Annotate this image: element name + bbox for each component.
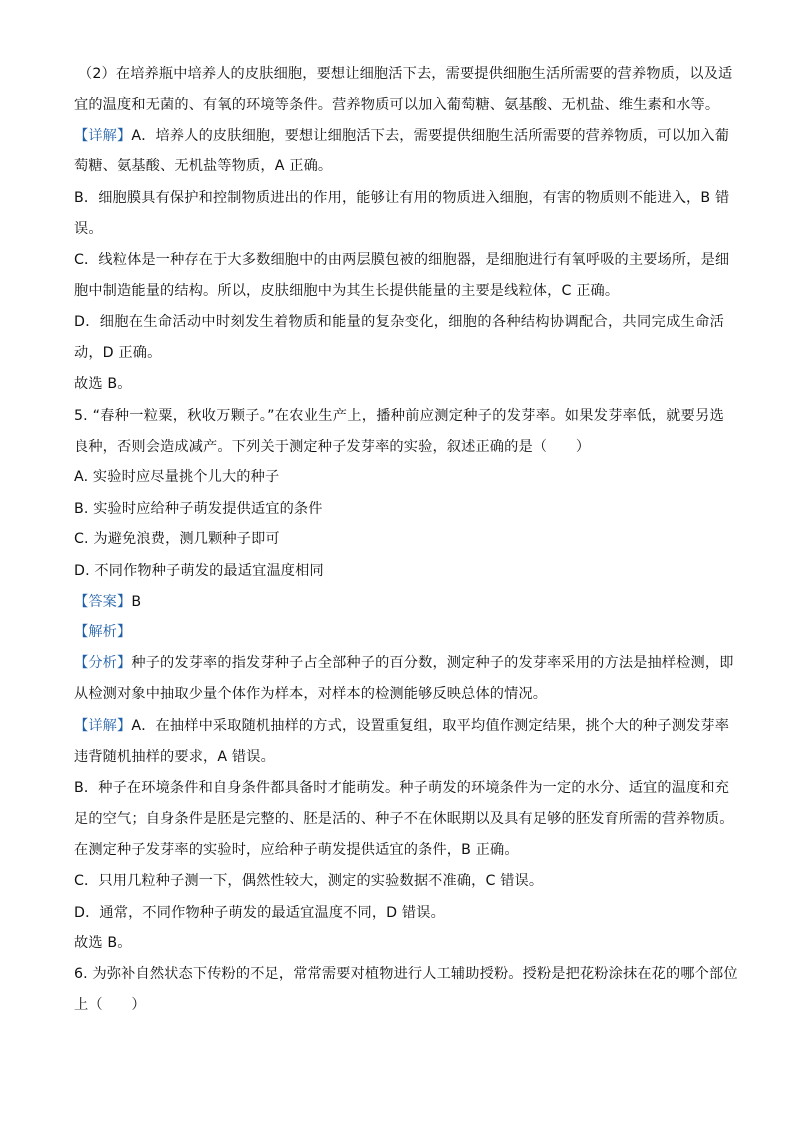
text-line [74,374,724,394]
text-line [74,778,730,798]
section-tag: 【解析】 [74,624,132,640]
text-line [74,343,724,363]
line-text: 从检测对象中抽取少量个体作为样本，对样本的检测能够反映总体的情况。 [74,686,548,702]
line-text: 故选 B。 [74,376,132,392]
line-text: 上（ ） [74,997,146,1013]
text-line [74,933,724,953]
line-text: （2）在培养瓶中培养人的皮肤细胞，要想让细胞活下去，需要提供细胞生活所需要的营养物质，以及适 [78,66,733,82]
line-text: D．通常，不同作物种子萌发的最适宜温度不同，D 错误。 [74,905,445,921]
line-text: 5. “春种一粒粟，秋收万颗子。”在农业生产上，播种前应测定种子的发芽率。如果发芽率低，就要另选 [74,408,724,424]
line-text: A．培养人的皮肤细胞，要想让细胞活下去，需要提供细胞生活所需要的营养物质，可以加入葡 [131,128,730,144]
text-line [74,467,724,487]
line-text: 在测定种子发芽率的实验时，应给种子萌发提供适宜的条件，B 正确。 [74,842,519,858]
line-text: 种子的发芽率的指发芽种子占全部种子的百分数，测定种子的发芽率采用的方法是抽样检测，即 [131,655,734,671]
text-line [78,64,733,84]
line-text: 宜的温度和无菌的、有氧的环境等条件。营养物质可以加入葡萄糖、氨基酸、无机盐、维生素和水等。 [74,97,720,113]
text-line [74,95,724,115]
text-line [74,561,724,581]
text-line [74,871,724,891]
line-text: 胞中制造能量的结构。所以，皮肤细胞中为其生长提供能量的主要是线粒体，C 正确。 [74,283,620,299]
line-text: 故选 B。 [74,935,132,951]
line-text: C．线粒体是一种存在于大多数细胞中的由两层膜包被的细胞器，是细胞进行有氧呼吸的主要场所，是细 [74,252,730,268]
text-line [74,437,724,457]
text-line [74,156,724,176]
line-text: A．在抽样中采取随机抽样的方式，设置重复组，取平均值作测定结果，挑个大的种子测发芽率 [131,718,730,734]
text-line [74,747,724,767]
line-text: 良种，否则会造成减产。下列关于测定种子发芽率的实验，叙述正确的是（ ） [74,439,591,455]
text-line [74,592,724,612]
line-text: B [131,594,142,610]
text-line [74,188,730,208]
line-text: 动，D 正确。 [74,345,162,361]
section-tag: 【详解】 [74,718,132,734]
section-tag: 【分析】 [74,655,132,671]
text-line [74,250,730,270]
text-line [74,903,724,923]
text-line [74,840,724,860]
text-line [74,809,734,829]
line-text: 6. 为弥补自然状态下传粉的不足，常常需要对植物进行人工辅助授粉。授粉是把花粉涂抹在花的哪个部位 [74,966,738,982]
line-text: 违背随机抽样的要求，A 错误。 [74,749,275,765]
text-line [74,622,724,642]
text-line [74,126,730,146]
text-line [74,312,724,332]
line-text: 足的空气；自身条件是胚是完整的、胚是活的、种子不在休眠期以及具有足够的胚发育所需的营养物质。 [74,811,734,827]
text-line [74,684,724,704]
text-line [74,995,724,1015]
text-line [74,219,724,239]
text-line [74,281,724,301]
line-text: A. 实验时应尽量挑个儿大的种子 [74,469,280,485]
text-line [74,716,730,736]
text-line [74,499,724,519]
line-text: C．只用几粒种子测一下，偶然性较大，测定的实验数据不准确，C 错误。 [74,873,544,889]
line-text: D. 不同作物种子萌发的最适宜温度相同 [74,563,324,579]
line-text: B．种子在环境条件和自身条件都具备时才能萌发。种子萌发的环境条件为一定的水分、适宜的温度和充 [74,780,730,796]
line-text: C. 为避免浪费，测几颗种子即可 [74,531,280,547]
line-text: 萄糖、氨基酸、无机盐等物质，A 正确。 [74,158,333,174]
text-line [74,964,738,984]
text-line [74,529,724,549]
section-tag: 【详解】 [74,128,132,144]
text-line [74,653,734,673]
line-text: D．细胞在生命活动中时刻发生着物质和能量的复杂变化，细胞的各种结构协调配合，共同完成生命活 [74,314,724,330]
line-text: B．细胞膜具有保护和控制物质进出的作用，能够让有用的物质进入细胞，有害的物质则不能进入，B 错 [74,190,730,206]
line-text: B. 实验时应给种子萌发提供适宜的条件 [74,501,323,517]
section-tag: 【答案】 [74,594,132,610]
line-text: 误。 [74,221,103,237]
text-line [74,406,724,426]
